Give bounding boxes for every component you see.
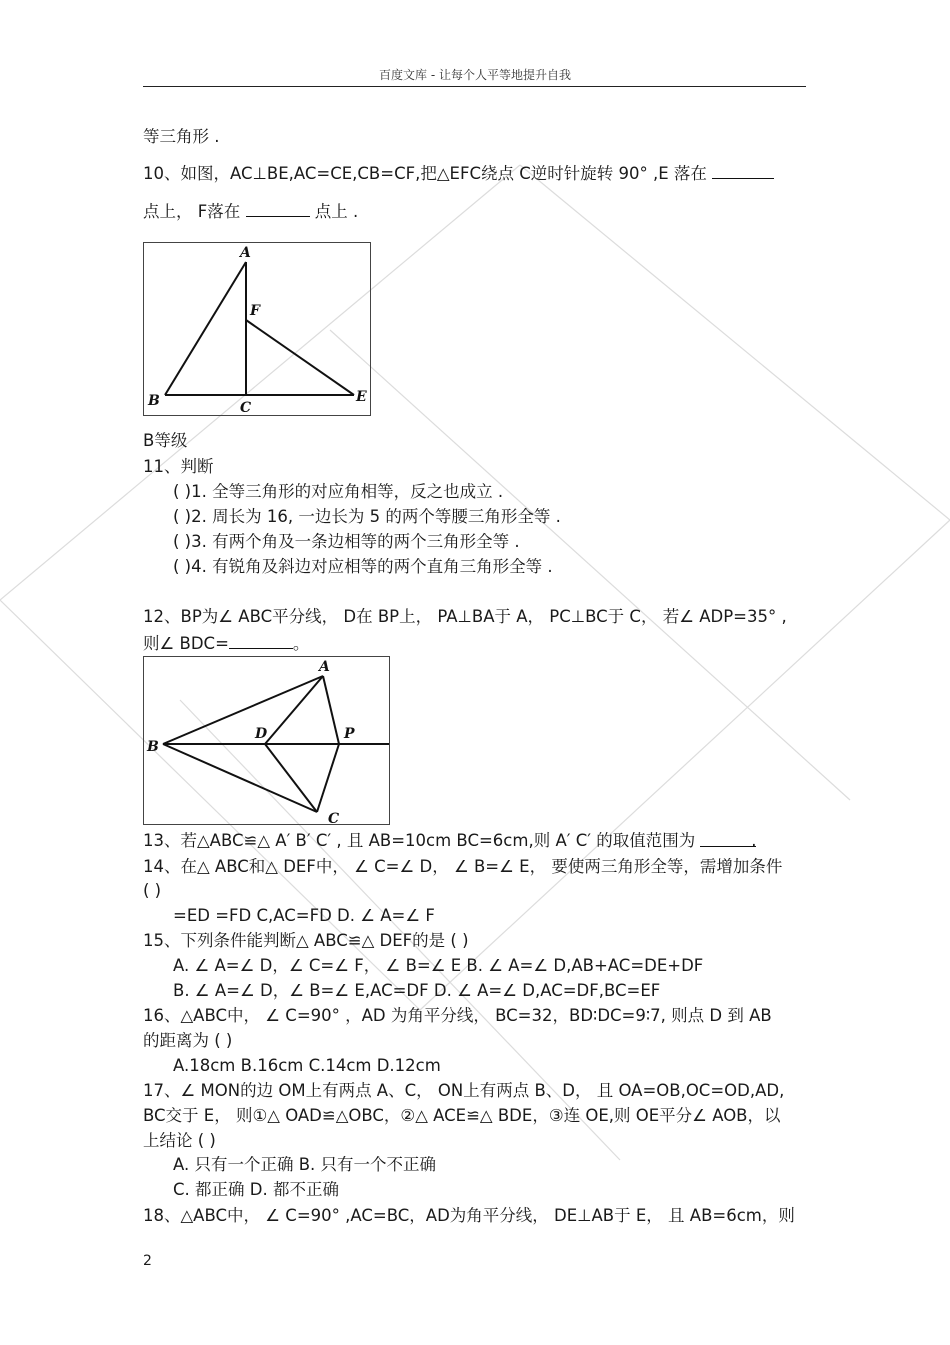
judgement-item: ( )4. 有锐角及斜边对应相等的两个直角三角形全等 . [173,557,553,576]
question-16-options: A.18cm B.16cm C.14cm D.12cm [173,1056,441,1075]
question-10-text-2: 点上， F落在 [143,202,241,221]
question-15: 15、下列条件能判断△ ABC≌△ DEF的是 ( ) [143,931,469,950]
label-C: C [328,811,340,826]
question-10-text-3: 点上 . [314,202,359,221]
label-P: P [344,726,355,742]
label-E: E [356,389,367,405]
answer-blank [712,162,774,179]
question-15-options-1: A. ∠ A=∠ D，∠ C=∠ F， ∠ B=∠ E B. ∠ A=∠ D,AB+AC=DE+DF [173,956,704,975]
label-A: A [240,245,251,261]
question-13 [143,830,756,852]
header-divider [143,86,806,87]
question-13-text: 13、若△ABC≌△ A′ B′ C′ , 且 AB=10cm BC=6cm,则 A′ C′ 的取值范围为 [143,831,696,850]
label-D: D [255,726,268,742]
question-17-options-2: C. 都正确 D. 都不正确 [173,1180,339,1199]
page-header: 百度文库 - 让每个人平等地提升自我 [379,68,571,82]
question-10 [143,162,774,185]
question-14: 14、在△ ABC和△ DEF中， ∠ C=∠ D， ∠ B=∠ E， 要使两三角形全等，需增加条件 [143,857,783,876]
label-B: B [148,393,160,409]
question-12-text: 则∠ BDC= [143,634,229,653]
text-line: 等三角形 . [143,127,220,146]
answer-blank [700,830,757,850]
label-A: A [319,659,330,675]
section-heading: B等级 [143,431,188,450]
question-12-cont [143,632,309,655]
judgement-item: ( )1. 全等三角形的对应角相等，反之也成立 . [173,482,504,501]
question-17-options-1: A. 只有一个正确 B. 只有一个不正确 [173,1155,437,1174]
question-15-options-2: B. ∠ A=∠ D，∠ B=∠ E,AC=DF D. ∠ A=∠ D,AC=DF,BC=EF [173,981,661,1000]
label-C: C [240,400,252,416]
question-10-text: 10、如图，AC⊥BE,AC=CE,CB=CF,把△EFC绕点 C逆时针旋转 90° ,E 落在 [143,164,707,183]
question-14-options: =ED =FD C,AC=FD D. ∠ A=∠ F [173,906,435,925]
judgement-item: ( )2. 周长为 16, 一边长为 5 的两个等腰三角形全等 . [173,507,561,526]
question-17-cont-2: 上结论 ( ) [143,1131,216,1150]
question-17: 17、∠ MON的边 OM上有两点 A、C， ON上有两点 B、D， 且 OA=OB,OC=OD,AD, [143,1081,785,1100]
question-13-end: . [751,831,757,850]
question-14-paren: ( ) [143,881,162,900]
judgement-item: ( )3. 有两个角及一条边相等的两个三角形全等 . [173,532,520,551]
label-B: B [147,739,159,755]
question-12: 12、BP为∠ ABC平分线， D在 BP上， PA⊥BA于 A， PC⊥BC于 C， 若∠ ADP=35° , [143,607,787,626]
answer-blank [229,632,293,649]
question-16-cont: 的距离为 ( ) [143,1031,233,1050]
question-10-cont [143,200,358,223]
question-18: 18、△ABC中， ∠ C=90° ,AC=BC，AD为角平分线， DE⊥AB于 E， 且 AB=6cm，则 [143,1206,795,1225]
question-17-cont: BC交于 E， 则①△ OAD≌△OBC，②△ ACE≌△ BDE，③连 OE,则 OE平分∠ AOB，以 [143,1106,781,1125]
question-11: 11、判断 [143,457,214,476]
question-16: 16、△ABC中， ∠ C=90° ，AD 为角平分线， BC=32，BD∶DC=9∶7, 则点 D 到 AB [143,1006,772,1025]
question-12-end: 。 [292,634,310,653]
figure-q10-triangles [143,242,372,416]
figure-q12-angle-bisector [143,656,391,826]
answer-blank [246,200,310,217]
label-F: F [250,303,260,319]
page-number: 2 [143,1253,152,1269]
